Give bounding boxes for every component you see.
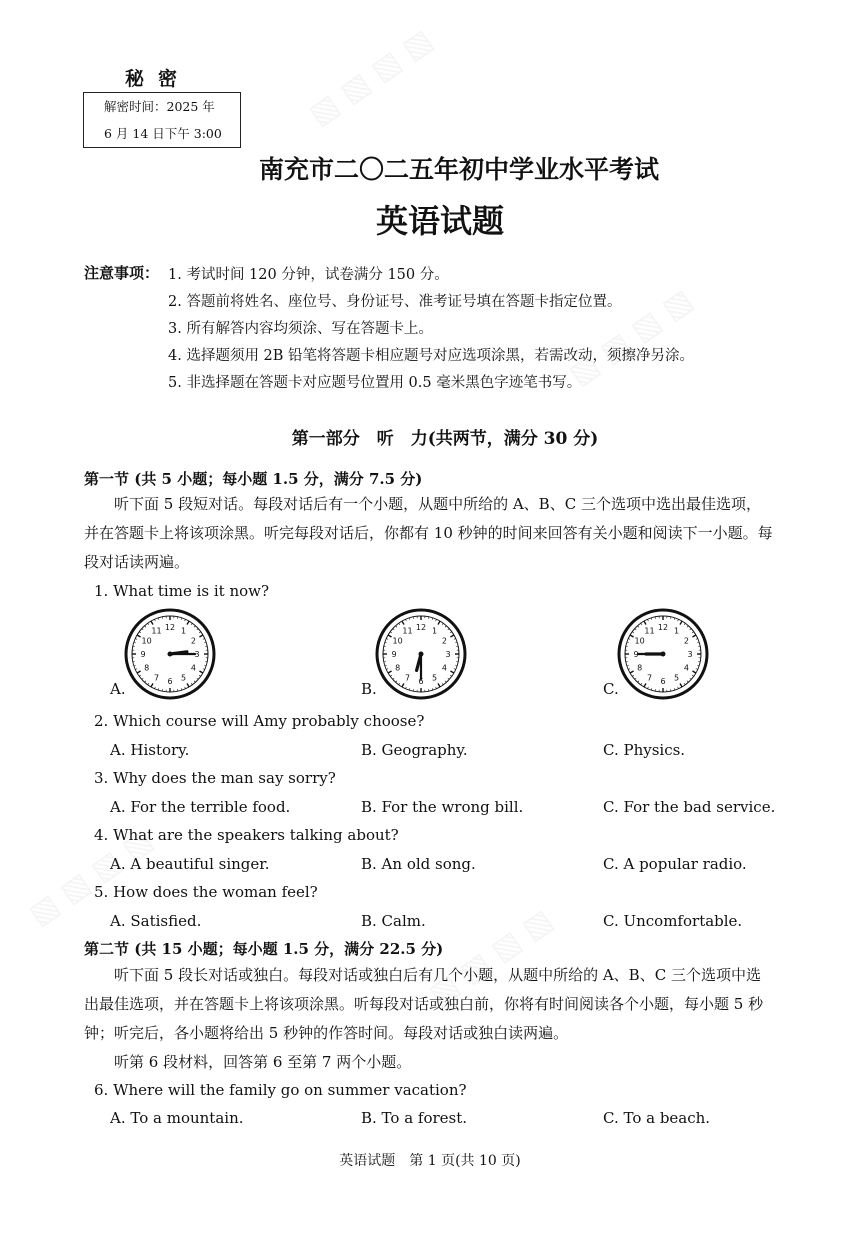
clock-number: 4	[441, 663, 447, 673]
clock-tick	[680, 683, 682, 686]
clock-tick	[135, 639, 137, 640]
declassify-line-1: 解密时间：2025 年	[104, 99, 215, 114]
clock-number: 3	[445, 650, 451, 659]
clock-number: 7	[404, 673, 411, 683]
clock-center-dot	[168, 652, 173, 657]
question-stem: 4. What are the speakers talking about?	[94, 826, 399, 844]
clock-tick	[406, 687, 407, 689]
clock-tick	[630, 671, 633, 673]
option-label: A. A beautiful singer.	[110, 855, 270, 873]
clock-tick	[436, 687, 437, 689]
clock-number: 5	[431, 673, 438, 683]
question-stem: 3. Why does the man say sorry?	[94, 769, 336, 787]
secret-label: 秘密	[125, 68, 192, 90]
section-instructions: 听下面 5 段长对话或独白。每段对话或独白后有几个小题，从题中所给的 A、B、C 三个选项中选出最佳选项，并在答题卡上将该项涂黑。听每段对话或独白前，你将有时间阅读各个小题，每小题 5 秒钟；听完后，各小题将给出 5 秒钟的作答时间。每段对话或独白读两遍。	[84, 966, 764, 1042]
clock-tick	[638, 681, 639, 682]
clock-tick	[678, 619, 679, 621]
clock-tick	[155, 687, 156, 689]
clock-number: 1	[180, 626, 187, 636]
clock-tick	[684, 683, 685, 685]
clock-number: 3	[194, 650, 200, 659]
option-label: C. For the bad service.	[603, 798, 776, 816]
clock-tick	[155, 619, 156, 621]
clock-tick	[396, 681, 397, 682]
clock-tick	[641, 623, 642, 625]
clock-tick	[644, 683, 646, 686]
clock-tick	[388, 635, 391, 637]
clock-tick	[445, 626, 446, 627]
clock-center-dot	[661, 652, 666, 657]
clock-tick	[199, 675, 201, 676]
clock-center-dot	[419, 652, 424, 657]
clock-number: 2	[441, 636, 447, 646]
clock-tick	[135, 669, 137, 670]
clock-tick	[194, 626, 195, 627]
clock-number: 1	[431, 626, 438, 636]
option-label: A. For the terrible food.	[110, 798, 291, 816]
clock-tick	[386, 639, 388, 640]
option-label: C. A popular radio.	[603, 855, 747, 873]
clock-tick	[185, 619, 186, 621]
clock-tick	[388, 671, 391, 673]
clock-tick	[203, 669, 205, 670]
clock-tick	[692, 675, 694, 676]
question-stem: 5. How does the woman feel?	[94, 883, 318, 901]
clock-tick	[151, 621, 153, 624]
clock-number: 1	[673, 626, 680, 636]
clock-tick	[454, 639, 456, 640]
clock-tick	[145, 681, 146, 682]
section-title: 第一节 (共 5 小题；每小题 1.5 分，满分 7.5 分)	[84, 470, 423, 488]
clock-number: 8	[144, 663, 150, 673]
notes-label: 注意事项：	[84, 264, 160, 282]
clock-number: 9	[391, 650, 397, 659]
clock-tick	[630, 635, 633, 637]
clock-tick	[450, 675, 452, 676]
option-label: C.	[603, 680, 619, 698]
exam-title: 南充市二〇二五年初中学业水平考试	[258, 155, 659, 184]
clock-tick	[436, 619, 437, 621]
page-footer: 英语试题 第 1 页(共 10 页)	[339, 1153, 521, 1169]
clock-tick	[393, 629, 394, 630]
section-title: 第二节 (共 15 小题；每小题 1.5 分，满分 22.5 分)	[84, 940, 444, 958]
clock-tick	[692, 635, 695, 637]
clock-tick	[678, 687, 679, 689]
clock-number: 9	[140, 650, 146, 659]
clock-tick	[203, 639, 205, 640]
clock-tick	[450, 671, 453, 673]
note-item: 2. 答题前将姓名、座位号、身份证号、准考证号填在答题卡指定位置。	[168, 294, 622, 310]
clock-tick	[185, 687, 186, 689]
clock-tick	[390, 632, 392, 633]
clock-number: 4	[190, 663, 196, 673]
clock-tick	[448, 678, 449, 679]
clock-tick	[194, 681, 195, 682]
clock-tick	[438, 683, 440, 686]
clock-number: 6	[660, 677, 666, 686]
clock-number: 12	[415, 623, 427, 632]
clock-tick	[648, 687, 649, 689]
clock-number: 11	[644, 626, 655, 636]
clock-tick	[454, 669, 456, 670]
clock-tick	[687, 681, 688, 682]
clock-tick	[641, 683, 642, 685]
clock-tick	[191, 623, 192, 625]
exam-subtitle: 英语试题	[375, 202, 504, 240]
note-item: 3. 所有解答内容均须涂、写在答题卡上。	[168, 321, 433, 337]
clock-tick	[632, 632, 634, 633]
clock-number: 11	[151, 626, 162, 636]
clock-number: 12	[657, 623, 669, 632]
clock-number: 8	[395, 663, 401, 673]
clock-number: 2	[190, 636, 196, 646]
section-instructions: 听下面 5 段短对话。每段对话后有一个小题，从题中所给的 A、B、C 三个选项中选出最佳选项，并在答题卡上将该项涂黑。听完每段对话后，你都有 10 秒钟的时间来回答有关小题和阅读下一小题。每段对话读两遍。	[84, 495, 773, 571]
option-label: C. Physics.	[603, 741, 686, 759]
clock-tick	[148, 683, 149, 685]
clock-number: 2	[683, 636, 689, 646]
option-label: A. Satisfied.	[110, 912, 202, 930]
clock-tick	[393, 678, 394, 679]
clock-c	[617, 608, 709, 700]
clock-tick	[448, 629, 449, 630]
option-label: C. Uncomfortable.	[603, 912, 743, 930]
clock-tick	[139, 632, 141, 633]
clock-tick	[402, 621, 404, 624]
clock-tick	[690, 629, 691, 630]
clock-b	[375, 608, 467, 700]
clock-tick	[191, 683, 192, 685]
clock-tick	[139, 675, 141, 676]
note-item: 1. 考试时间 120 分钟，试卷满分 150 分。	[168, 267, 449, 283]
clock-number: 7	[646, 673, 653, 683]
clock-tick	[402, 683, 404, 686]
clock-tick	[692, 671, 695, 673]
declassify-box	[83, 92, 241, 148]
clock-tick	[648, 619, 649, 621]
option-label: A.	[110, 680, 126, 698]
clock-tick	[187, 683, 189, 686]
clock-tick	[687, 626, 688, 627]
question-stem: 6. Where will the family go on summer vacation?	[94, 1081, 467, 1099]
clock-tick	[406, 619, 407, 621]
option-label: B. Calm.	[361, 912, 426, 930]
clock-number: 10	[141, 636, 152, 646]
clock-number: 5	[673, 673, 680, 683]
option-label: B. For the wrong bill.	[361, 798, 524, 816]
clock-tick	[145, 626, 146, 627]
watermark-mark	[303, 22, 439, 132]
clock-tick	[197, 629, 198, 630]
clock-number: 5	[180, 673, 187, 683]
clock-tick	[638, 626, 639, 627]
clock-tick	[148, 623, 149, 625]
clock-number: 9	[633, 650, 639, 659]
clock-number: 6	[418, 677, 424, 686]
clock-tick	[199, 635, 202, 637]
clock-tick	[442, 623, 443, 625]
clock-number: 6	[167, 677, 173, 686]
clock-number: 8	[637, 663, 643, 673]
clock-tick	[450, 635, 453, 637]
clock-number: 12	[164, 623, 176, 632]
material-note: 听第 6 段材料，回答第 6 至第 7 两个小题。	[114, 1053, 412, 1071]
clock-tick	[442, 683, 443, 685]
clock-tick	[142, 678, 143, 679]
option-label: B. Geography.	[361, 741, 468, 759]
clock-tick	[632, 675, 634, 676]
clock-number: 3	[687, 650, 693, 659]
clock-tick	[644, 621, 646, 624]
clock-number: 10	[634, 636, 645, 646]
clock-tick	[692, 632, 694, 633]
clock-tick	[390, 675, 392, 676]
clock-tick	[187, 621, 189, 624]
clock-tick	[399, 683, 400, 685]
clock-tick	[628, 669, 630, 670]
clock-tick	[445, 681, 446, 682]
clock-tick	[696, 639, 698, 640]
clock-tick	[450, 632, 452, 633]
clock-number: 7	[153, 673, 160, 683]
option-label: C. To a beach.	[603, 1109, 711, 1127]
clock-number: 10	[392, 636, 403, 646]
clock-tick	[137, 635, 140, 637]
clock-number: 11	[402, 626, 413, 636]
clock-tick	[399, 623, 400, 625]
question-stem: 1. What time is it now?	[94, 582, 270, 600]
clock-tick	[696, 669, 698, 670]
clock-tick	[635, 678, 636, 679]
note-item: 4. 选择题须用 2B 铅笔将答题卡相应题号对应选项涂黑，若需改动，须擦净另涂。	[168, 348, 695, 364]
clock-tick	[142, 629, 143, 630]
clock-tick	[199, 632, 201, 633]
clock-tick	[396, 626, 397, 627]
clock-tick	[684, 623, 685, 625]
clock-tick	[199, 671, 202, 673]
note-item: 5. 非选择题在答题卡对应题号位置用 0.5 毫米黑色字迹笔书写。	[168, 375, 582, 391]
clock-a	[124, 608, 216, 700]
option-label: A. History.	[110, 741, 190, 759]
clock-tick	[690, 678, 691, 679]
option-label: B. To a forest.	[361, 1109, 468, 1127]
clock-tick	[151, 683, 153, 686]
declassify-line-2: 6 月 14 日下午 3:00	[104, 126, 222, 141]
clock-tick	[137, 671, 140, 673]
clock-tick	[628, 639, 630, 640]
question-stem: 2. Which course will Amy probably choose?	[94, 712, 425, 730]
option-label: B.	[361, 680, 377, 698]
part-title: 第一部分 听 力(共两节，满分 30 分)	[291, 429, 599, 449]
clock-tick	[438, 621, 440, 624]
clock-tick	[635, 629, 636, 630]
clock-tick	[680, 621, 682, 624]
clock-number: 4	[683, 663, 689, 673]
clock-tick	[197, 678, 198, 679]
option-label: B. An old song.	[361, 855, 476, 873]
option-label: A. To a mountain.	[110, 1109, 244, 1127]
clock-tick	[386, 669, 388, 670]
